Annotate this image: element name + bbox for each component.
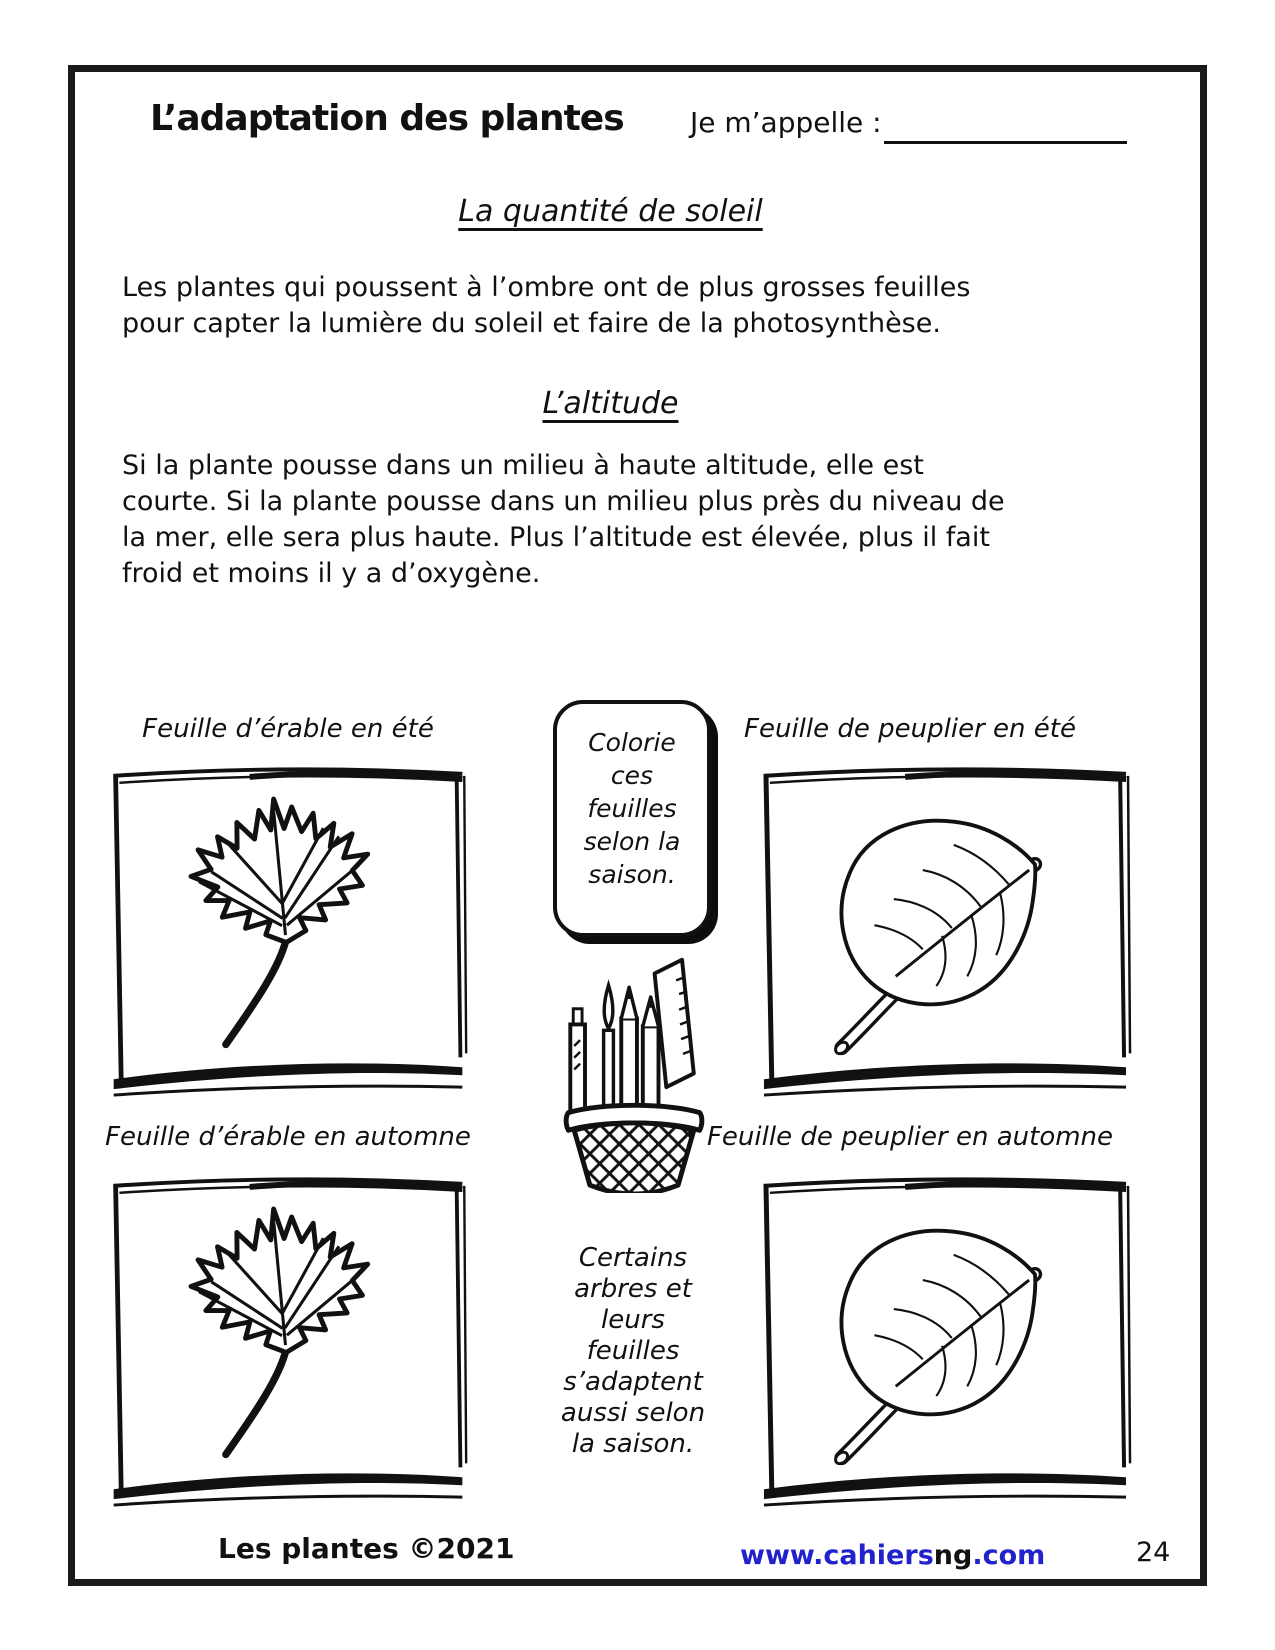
poplar-leaf-illustration	[781, 785, 1111, 1075]
maple-leaf-illustration	[136, 782, 436, 1082]
text-line: Les plantes qui poussent à l’ombre ont de plus grosses feuilles	[122, 272, 971, 303]
text-line: ces	[610, 761, 654, 790]
section-sunlight-heading-row	[68, 194, 1153, 229]
caption-maple-autumn: Feuille d’érable en automne	[105, 1122, 471, 1152]
caption-poplar-summer: Feuille de peuplier en été	[744, 714, 1076, 744]
text-line: arbres et	[574, 1274, 692, 1304]
text-line: Colorie	[588, 728, 676, 757]
section-heading-altitude: L’altitude	[542, 386, 679, 421]
text-line: courte. Si la plante pousse dans un milieu plus près du niveau de	[122, 486, 1005, 517]
pencil-cup-illustration	[560, 948, 708, 1193]
maple-leaf-illustration	[136, 1192, 436, 1492]
page-title: L’adaptation des plantes	[150, 98, 624, 139]
website-link-prefix: www.cahiers	[740, 1540, 934, 1571]
caption-poplar-autumn: Feuille de peuplier en automne	[706, 1122, 1114, 1152]
website-link-suffix: .com	[972, 1540, 1046, 1571]
text-line: selon la	[583, 827, 681, 856]
text-line: la mer, elle sera plus haute. Plus l’altitude est élevée, plus il fait	[122, 522, 990, 553]
text-line: saison.	[588, 860, 676, 889]
section-sunlight-paragraph	[122, 270, 970, 342]
section-heading-sunlight: La quantité de soleil	[458, 194, 763, 229]
name-prompt-label: Je m’appelle :	[690, 106, 882, 139]
panel-poplar-summer	[756, 760, 1134, 1102]
instruction-bubble	[553, 700, 711, 937]
poplar-leaf-illustration	[781, 1195, 1111, 1485]
name-blank-line	[884, 141, 1127, 144]
page-number: 24	[1136, 1537, 1171, 1568]
text-line: la saison.	[571, 1429, 695, 1459]
text-line: s’adaptent	[563, 1367, 703, 1397]
website-link[interactable]	[740, 1540, 1046, 1571]
caption-maple-summer: Feuille d’érable en été	[142, 714, 434, 744]
text-line: leurs	[601, 1305, 665, 1335]
season-note	[548, 1243, 718, 1460]
panel-poplar-autumn	[756, 1170, 1134, 1512]
text-line: froid et moins il y a d’oxygène.	[122, 558, 541, 589]
text-line: Si la plante pousse dans un milieu à haute altitude, elle est	[122, 450, 924, 481]
text-line: aussi selon	[560, 1398, 706, 1428]
text-line: feuilles	[586, 1336, 680, 1366]
section-altitude-heading-row	[68, 386, 1153, 421]
text-line: feuilles	[587, 794, 677, 823]
panel-maple-autumn	[106, 1170, 470, 1512]
text-line: Certains	[578, 1243, 688, 1273]
section-altitude-paragraph	[122, 448, 1005, 592]
website-link-brand: ng	[933, 1540, 973, 1571]
footer-credit: Les plantes ©2021	[218, 1532, 515, 1565]
text-line: pour capter la lumière du soleil et faire de la photosynthèse.	[122, 308, 941, 339]
panel-maple-summer	[106, 760, 470, 1102]
